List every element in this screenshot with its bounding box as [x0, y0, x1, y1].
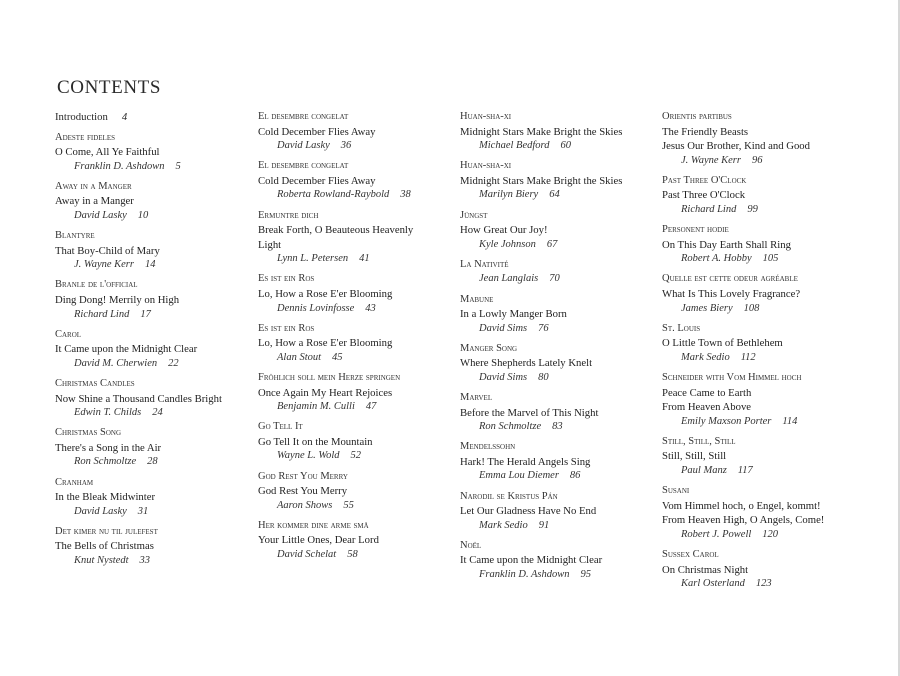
page-number: 114	[782, 415, 798, 427]
hymn-title: How Great Our Joy!	[460, 224, 548, 237]
page-number: 60	[560, 140, 571, 152]
composer-name: Emma Lou Diemer	[479, 470, 559, 482]
tune-name: Es ist ein Ros	[258, 322, 315, 334]
hymn-title: Hark! The Herald Angels Sing	[460, 455, 591, 468]
composer-credit	[55, 160, 251, 175]
toc-entry[interactable]	[460, 490, 656, 534]
composer-name: David M. Cherwien	[74, 357, 158, 369]
tune-name: Quelle est cette odeur agréable	[662, 273, 798, 285]
tune-name: Schneider with Vom Himmel hoch	[662, 372, 802, 383]
tune-name: Fröhlich soll mein Herze springen	[258, 372, 401, 383]
hymn-title: Ding Dong! Merrily on High	[55, 293, 180, 306]
composer-credit	[460, 238, 656, 253]
toc-entry[interactable]	[662, 223, 858, 267]
tune-name: Her kommer dine arme små	[258, 519, 369, 531]
composer-credit	[662, 351, 858, 366]
hymn-title: There's a Song in the Air	[55, 441, 162, 454]
composer-credit	[460, 469, 656, 484]
toc-entry-introduction[interactable]	[55, 110, 251, 125]
tune-name: Carol	[55, 328, 82, 340]
toc-entry[interactable]	[55, 476, 251, 520]
toc-entry[interactable]	[258, 110, 454, 154]
tune-name: El desembre congelat	[258, 111, 349, 122]
page-number: 41	[359, 253, 370, 265]
hymn-title: O Come, All Ye Faithful	[55, 146, 160, 159]
composer-name: Karl Osterland	[681, 578, 745, 590]
composer-credit	[460, 188, 656, 203]
hymn-title: Cold December Flies Away	[258, 174, 376, 187]
page-number: 24	[152, 407, 163, 419]
hymn-title: Where Shepherds Lately Knelt	[460, 357, 593, 370]
composer-credit	[55, 258, 251, 273]
composer-name: Michael Bedford	[479, 140, 550, 152]
page-number: 112	[740, 351, 756, 363]
composer-credit	[662, 252, 858, 267]
composer-credit	[662, 302, 858, 317]
tune-name: Mendelssohn	[460, 441, 516, 453]
page-number: 105	[762, 253, 779, 265]
page-number: 10	[137, 209, 149, 221]
tune-name: Marvel	[460, 392, 493, 404]
tune-name: God Rest You Merry	[258, 470, 348, 482]
hymn-title: O Little Town of Bethlehem	[662, 337, 783, 350]
composer-name: Mark Sedio	[479, 519, 528, 531]
page-number: 80	[538, 371, 549, 383]
page-number: 123	[755, 578, 772, 590]
composer-name: Alan Stout	[277, 351, 322, 363]
page-number: 67	[546, 238, 558, 250]
tune-name: Blantyre	[55, 230, 95, 242]
composer-name: Ron Schmoltze	[479, 421, 542, 433]
page-number: 96	[751, 154, 763, 166]
toc-column-3	[460, 110, 656, 588]
composer-credit	[460, 139, 656, 154]
hymn-title: Now Shine a Thousand Candles Bright	[55, 392, 222, 405]
tune-name: La Nativité	[460, 258, 509, 270]
hymn-title: Break Forth, O Beauteous Heavenly	[258, 224, 414, 237]
composer-credit	[258, 449, 454, 464]
hymn-title: It Came upon the Midnight Clear	[460, 554, 603, 567]
page-number: 17	[140, 308, 151, 320]
composer-name: Emily Maxson Porter	[681, 415, 772, 427]
composer-credit	[55, 357, 251, 372]
composer-name: Kyle Johnson	[479, 238, 536, 250]
composer-credit	[460, 420, 656, 435]
toc-entry[interactable]	[662, 548, 858, 592]
composer-name: Knut Nystedt	[74, 554, 129, 566]
page-number: 91	[538, 519, 550, 531]
composer-credit	[55, 209, 251, 224]
hymn-title: That Boy-Child of Mary	[55, 244, 160, 257]
tune-name: Sussex Carol	[662, 549, 719, 561]
tune-name: Branle de l'official	[55, 279, 138, 291]
page-number: 70	[549, 273, 560, 285]
composer-name: David Lasky	[74, 209, 127, 221]
page-number: 58	[347, 548, 358, 560]
page-number: 43	[365, 302, 376, 314]
toc-entry[interactable]	[662, 484, 858, 542]
composer-credit	[662, 577, 858, 592]
composer-name: David Sims	[479, 322, 528, 334]
tune-name: Go Tell It	[258, 421, 303, 433]
tune-name: Christmas Candles	[55, 378, 135, 389]
toc-entry[interactable]	[55, 377, 251, 421]
toc-entry[interactable]	[662, 322, 858, 366]
composer-credit	[55, 455, 251, 470]
composer-name: Robert A. Hobby	[681, 253, 752, 265]
toc-entry[interactable]	[460, 159, 656, 203]
composer-credit	[258, 302, 454, 317]
composer-credit	[258, 400, 454, 415]
page-number: 31	[137, 505, 149, 517]
toc-entry[interactable]	[55, 525, 251, 569]
hymn-title: Light	[258, 238, 282, 251]
hymn-title: What Is This Lovely Fragrance?	[662, 287, 801, 300]
composer-name: Wayne L. Wold	[277, 450, 340, 462]
hymn-title: Vom Himmel hoch, o Engel, kommt!	[662, 499, 821, 512]
page-number: 64	[549, 189, 560, 201]
composer-name: Franklin D. Ashdown	[74, 160, 165, 172]
toc-entry[interactable]	[662, 435, 858, 479]
toc-entry[interactable]	[258, 322, 454, 366]
page-number: 22	[168, 357, 179, 369]
composer-credit	[258, 548, 454, 563]
composer-name: David Lasky	[277, 140, 330, 152]
composer-name: Lynn L. Petersen	[277, 253, 349, 265]
hymn-title: Go Tell It on the Mountain	[258, 435, 373, 448]
toc-entry[interactable]	[460, 342, 656, 386]
hymn-title: Still, Still, Still	[662, 450, 727, 463]
composer-name: J. Wayne Kerr	[681, 154, 741, 166]
hymn-title: Away in a Manger	[55, 195, 134, 208]
tune-name: Away in a Manger	[55, 180, 132, 192]
composer-credit	[258, 351, 454, 366]
composer-name: Marilyn Biery	[479, 189, 539, 201]
toc-entry[interactable]	[460, 539, 656, 583]
hymn-title: Before the Marvel of This Night	[460, 406, 599, 419]
composer-name: Richard Lind	[74, 308, 130, 320]
composer-credit	[460, 322, 656, 337]
composer-credit	[460, 568, 656, 583]
page-number: 47	[365, 401, 377, 413]
page-number: 108	[743, 302, 760, 314]
toc-entry[interactable]	[258, 519, 454, 563]
composer-credit	[460, 272, 656, 287]
tune-name: Narodil se Kristus Pán	[460, 490, 558, 502]
toc-entry[interactable]	[662, 110, 858, 168]
composer-credit	[460, 519, 656, 534]
toc-entry[interactable]	[258, 272, 454, 316]
toc-entry[interactable]	[460, 110, 656, 154]
tune-name: Jüngst	[460, 209, 488, 221]
hymn-title: Cold December Flies Away	[258, 125, 376, 138]
toc-entry[interactable]	[662, 174, 858, 218]
composer-credit	[258, 139, 454, 154]
page-number: 52	[350, 450, 362, 462]
toc-entry[interactable]	[55, 328, 251, 372]
tune-name: Mabune	[460, 293, 494, 305]
tune-name: El desembre congelat	[258, 160, 349, 172]
toc-entry[interactable]	[460, 258, 656, 287]
hymn-title: Midnight Stars Make Bright the Skies	[460, 125, 623, 138]
composer-name: Edwin T. Childs	[74, 407, 142, 419]
toc-entry[interactable]	[55, 180, 251, 224]
tune-name: Still, Still, Still	[662, 435, 736, 447]
tune-name: Personent hodie	[662, 224, 729, 236]
page-number: 14	[144, 259, 156, 271]
hymn-title: Lo, How a Rose E'er Blooming	[258, 337, 393, 350]
composer-credit	[662, 154, 858, 169]
tune-name: Det kimer nu til julefest	[55, 525, 158, 537]
composer-name: Benjamin M. Culli	[277, 401, 355, 413]
composer-credit	[258, 252, 454, 267]
hymn-title: The Bells of Christmas	[55, 540, 154, 553]
composer-name: Richard Lind	[681, 203, 737, 215]
composer-credit	[258, 499, 454, 514]
tune-name: Adeste fideles	[55, 131, 115, 143]
toc-entry[interactable]	[460, 293, 656, 337]
tune-name: St. Louis	[662, 322, 701, 334]
toc-entry[interactable]	[258, 159, 454, 203]
hymn-title: In a Lowly Manger Born	[460, 308, 567, 321]
page-number: 38	[400, 189, 411, 201]
tune-name: Noël	[460, 539, 482, 551]
page-number: 28	[147, 456, 158, 468]
hymn-title: Once Again My Heart Rejoices	[258, 386, 393, 399]
composer-name: J. Wayne Kerr	[74, 259, 134, 271]
toc-entry[interactable]	[662, 371, 858, 429]
page-number: 95	[580, 569, 592, 581]
tune-name: Huan-sha-xi	[460, 111, 512, 122]
composer-credit	[55, 554, 251, 569]
composer-name: Roberta Rowland-Raybold	[277, 189, 390, 201]
toc-entry[interactable]	[258, 470, 454, 514]
composer-name: Aaron Shows	[277, 499, 333, 511]
page-number: 99	[747, 203, 758, 215]
composer-name: Dennis Lovinfosse	[277, 302, 355, 314]
tune-name: Es ist ein Ros	[258, 273, 315, 285]
toc-column-4	[662, 110, 858, 597]
page-number: 5	[175, 160, 181, 172]
tune-name: Cranham	[55, 476, 94, 488]
page-number: 86	[569, 470, 581, 482]
toc-entry[interactable]	[460, 209, 656, 253]
tune-name: Huan-sha-xi	[460, 160, 512, 172]
composer-credit	[460, 371, 656, 386]
toc-entry[interactable]	[662, 272, 858, 316]
toc-entry[interactable]	[55, 131, 251, 175]
toc-entry[interactable]	[460, 391, 656, 435]
composer-name: Franklin D. Ashdown	[479, 569, 570, 581]
page-number: 45	[332, 351, 343, 363]
composer-name: Paul Manz	[681, 464, 727, 476]
page-number: 4	[121, 111, 128, 123]
hymn-title: On This Day Earth Shall Ring	[662, 238, 791, 251]
toc-entry[interactable]	[55, 426, 251, 470]
composer-credit	[662, 203, 858, 218]
hymn-title: Let Our Gladness Have No End	[460, 505, 597, 518]
toc-entry[interactable]	[258, 371, 454, 415]
tune-name: Manger Song	[460, 342, 518, 354]
entry-title: Introduction	[55, 111, 108, 123]
toc-entry[interactable]	[460, 440, 656, 484]
page-title: CONTENTS	[57, 77, 162, 98]
hymn-title: From Heaven Above	[662, 401, 752, 414]
toc-entry[interactable]	[258, 420, 454, 464]
tune-name: Orientis partibus	[662, 111, 732, 122]
composer-name: Mark Sedio	[681, 351, 730, 363]
tune-name: Ermuntre dich	[258, 209, 319, 221]
hymn-title: It Came upon the Midnight Clear	[55, 343, 198, 356]
hymn-title: Midnight Stars Make Bright the Skies	[460, 174, 623, 187]
hymn-title: On Christmas Night	[662, 563, 749, 576]
composer-name: Jean Langlais	[479, 273, 539, 285]
page-number: 36	[340, 140, 352, 152]
page-number: 55	[343, 499, 354, 511]
composer-name: David Lasky	[74, 505, 127, 517]
tune-name: Christmas Song	[55, 427, 122, 439]
composer-credit	[55, 308, 251, 323]
page-number: 83	[552, 421, 563, 433]
toc-column-2	[258, 110, 454, 568]
toc-column-1	[55, 110, 251, 574]
hymn-title: The Friendly Beasts	[662, 125, 749, 138]
toc-entry[interactable]	[55, 278, 251, 322]
hymn-title: In the Bleak Midwinter	[55, 491, 156, 504]
composer-credit	[662, 464, 858, 479]
tune-name: Past Three O'Clock	[662, 174, 747, 186]
toc-entry[interactable]	[258, 209, 454, 267]
composer-name: David Sims	[479, 371, 528, 383]
composer-name: Ron Schmoltze	[74, 456, 137, 468]
hymn-title: Lo, How a Rose E'er Blooming	[258, 287, 393, 300]
page-number: 120	[762, 528, 779, 540]
hymn-title: Peace Came to Earth	[662, 386, 752, 399]
composer-name: Robert J. Powell	[681, 528, 752, 540]
composer-credit	[662, 528, 858, 543]
composer-credit	[55, 505, 251, 520]
composer-name: David Schelat	[277, 548, 337, 560]
composer-name: James Biery	[681, 302, 733, 314]
hymn-title: God Rest You Merry	[258, 485, 348, 498]
page-number: 33	[139, 554, 151, 566]
page-number: 76	[538, 322, 549, 334]
composer-credit	[662, 415, 858, 430]
page-number: 117	[737, 464, 753, 476]
hymn-title: Past Three O'Clock	[662, 189, 746, 202]
toc-entry[interactable]	[55, 229, 251, 273]
hymn-title: From Heaven High, O Angels, Come!	[662, 514, 825, 527]
composer-credit	[258, 188, 454, 203]
composer-credit	[55, 406, 251, 421]
hymn-title: Your Little Ones, Dear Lord	[258, 534, 379, 547]
tune-name: Susani	[662, 485, 690, 497]
hymn-title: Jesus Our Brother, Kind and Good	[662, 140, 810, 153]
